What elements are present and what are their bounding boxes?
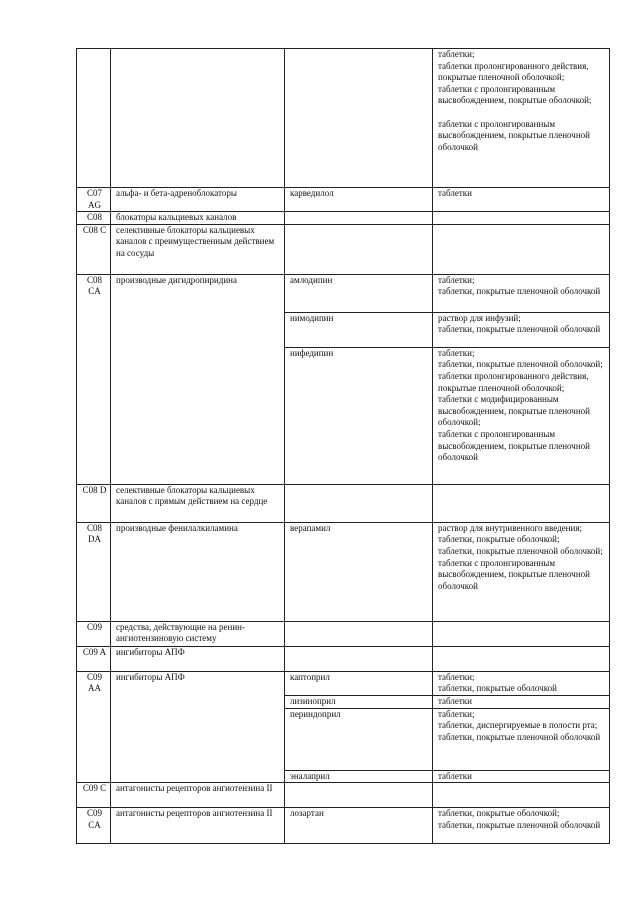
- forms-cell: [433, 770, 610, 783]
- group-cell: ингибиторы АПФ: [111, 646, 285, 671]
- table-row: [77, 671, 610, 695]
- form-text: таблетки;: [438, 708, 475, 719]
- forms-cell: [433, 708, 610, 770]
- group-cell: блокаторы кальциевых каналов: [111, 212, 285, 225]
- drug-cell: карведилол: [285, 188, 433, 212]
- group-cell: селективные блокаторы кальциевых каналов с прямым действием на сердце: [111, 484, 285, 522]
- form-text: раствор для инфузий;: [438, 312, 521, 323]
- drug-cell: каптоприл: [285, 671, 433, 695]
- drug-cell: [285, 621, 433, 646]
- form-text: таблетки пролонгированного действия, покрытые пленочной оболочкой;: [438, 60, 589, 83]
- forms-cell: [433, 49, 610, 188]
- group-cell: селективные блокаторы кальциевых каналов с преимущественным действием на сосуды: [111, 224, 285, 274]
- table-row: [77, 621, 610, 646]
- forms-cell: [433, 274, 610, 312]
- forms-cell: [433, 188, 610, 212]
- form-text: таблетки, покрытые оболочкой;: [438, 534, 560, 545]
- drug-cell: [285, 224, 433, 274]
- drug-cell: [285, 212, 433, 225]
- group-cell: производные дигидропиридина: [111, 274, 285, 484]
- forms-cell: [433, 522, 610, 621]
- forms-cell: [433, 484, 610, 522]
- form-text: таблетки, покрытые пленочной оболочкой: [438, 324, 601, 335]
- forms-cell: [433, 783, 610, 808]
- forms-cell: [433, 646, 610, 671]
- drug-cell: [285, 49, 433, 188]
- group-cell: альфа- и бета-адреноблокаторы: [111, 188, 285, 212]
- group-cell: антагонисты рецепторов ангиотензина II: [111, 808, 285, 844]
- forms-cell: [433, 347, 610, 484]
- form-text: таблетки, покрытые оболочкой;: [438, 808, 560, 819]
- forms-cell: [433, 212, 610, 225]
- atc-code-cell: C09 AA: [77, 671, 111, 782]
- form-text: таблетки с модифицированным высвобождением, покрытые пленочной оболочкой;: [438, 394, 590, 428]
- group-cell: [111, 49, 285, 188]
- drug-cell: лизиноприл: [285, 695, 433, 708]
- form-text: таблетки, покрытые пленочной оболочкой: [438, 819, 601, 830]
- table-row: [77, 646, 610, 671]
- drug-cell: лозартан: [285, 808, 433, 844]
- group-cell: антагонисты рецепторов ангиотензина II: [111, 783, 285, 808]
- form-text: таблетки, покрытые пленочной оболочкой: [438, 731, 601, 742]
- form-text: таблетки;: [438, 347, 475, 358]
- group-cell: средства, действующие на ренин-ангиотензиновую систему: [111, 621, 285, 646]
- form-text: таблетки с пролонгированным высвобождением, покрытые пленочной оболочкой: [438, 118, 590, 152]
- forms-cell: [433, 312, 610, 347]
- forms-cell: [433, 695, 610, 708]
- drug-cell: верапамил: [285, 522, 433, 621]
- atc-code-cell: C08 C: [77, 224, 111, 274]
- atc-code-cell: C07 AG: [77, 188, 111, 212]
- drug-cell: [285, 646, 433, 671]
- table-row: [77, 212, 610, 225]
- group-cell: производные фенилалкиламина: [111, 522, 285, 621]
- atc-code-cell: C09 CA: [77, 808, 111, 844]
- atc-code-cell: C09 C: [77, 783, 111, 808]
- form-text: таблетки, покрытые пленочной оболочкой; таблетки пролонгированного действия, покрытые пленочной оболочкой;: [438, 359, 603, 393]
- form-text: таблетки с пролонгированным высвобождением, покрытые пленочной оболочкой: [438, 428, 590, 463]
- drug-cell: периндоприл: [285, 708, 433, 770]
- drug-cell: нимодипин: [285, 312, 433, 347]
- table-row: [77, 808, 610, 844]
- form-text: таблетки: [438, 770, 473, 781]
- table-row: [77, 522, 610, 621]
- medication-table: [76, 48, 610, 844]
- form-text: таблетки: [438, 188, 473, 198]
- drug-cell: [285, 484, 433, 522]
- form-text: таблетки, покрытые пленочной оболочкой: [438, 286, 601, 297]
- group-cell: ингибиторы АПФ: [111, 671, 285, 782]
- table-row: [77, 484, 610, 522]
- forms-cell: [433, 224, 610, 274]
- table-row: [77, 224, 610, 274]
- drug-cell: эналаприл: [285, 770, 433, 783]
- form-text: раствор для внутривенного введения;: [438, 522, 582, 533]
- form-text: таблетки, покрытые пленочной оболочкой;: [438, 545, 603, 556]
- form-text: таблетки;: [438, 274, 475, 285]
- atc-code-cell: C08 CA: [77, 274, 111, 484]
- atc-code-cell: C09 A: [77, 646, 111, 671]
- forms-cell: [433, 621, 610, 646]
- form-text: таблетки;: [438, 671, 475, 682]
- atc-code-cell: C08 DA: [77, 522, 111, 621]
- form-text: таблетки с пролонгированным высвобождением, покрытые оболочкой;: [438, 83, 592, 106]
- table-row: [77, 274, 610, 312]
- atc-code-cell: C08 D: [77, 484, 111, 522]
- forms-cell: [433, 671, 610, 695]
- drug-cell: [285, 783, 433, 808]
- form-text: таблетки с пролонгированным высвобождением, покрытые пленочной оболочкой: [438, 557, 590, 591]
- table-row: [77, 188, 610, 212]
- table-row: [77, 49, 610, 188]
- atc-code-cell: [77, 49, 111, 188]
- forms-cell: [433, 808, 610, 844]
- drug-cell: амлодипин: [285, 274, 433, 312]
- form-text: таблетки;: [438, 49, 475, 59]
- table-row: [77, 783, 610, 808]
- form-text: таблетки: [438, 695, 473, 706]
- form-text: таблетки, диспергируемые в полости рта;: [438, 720, 598, 731]
- atc-code-cell: C08: [77, 212, 111, 225]
- atc-code-cell: C09: [77, 621, 111, 646]
- form-text: таблетки, покрытые оболочкой: [438, 683, 557, 694]
- drug-cell: нифедипин: [285, 347, 433, 484]
